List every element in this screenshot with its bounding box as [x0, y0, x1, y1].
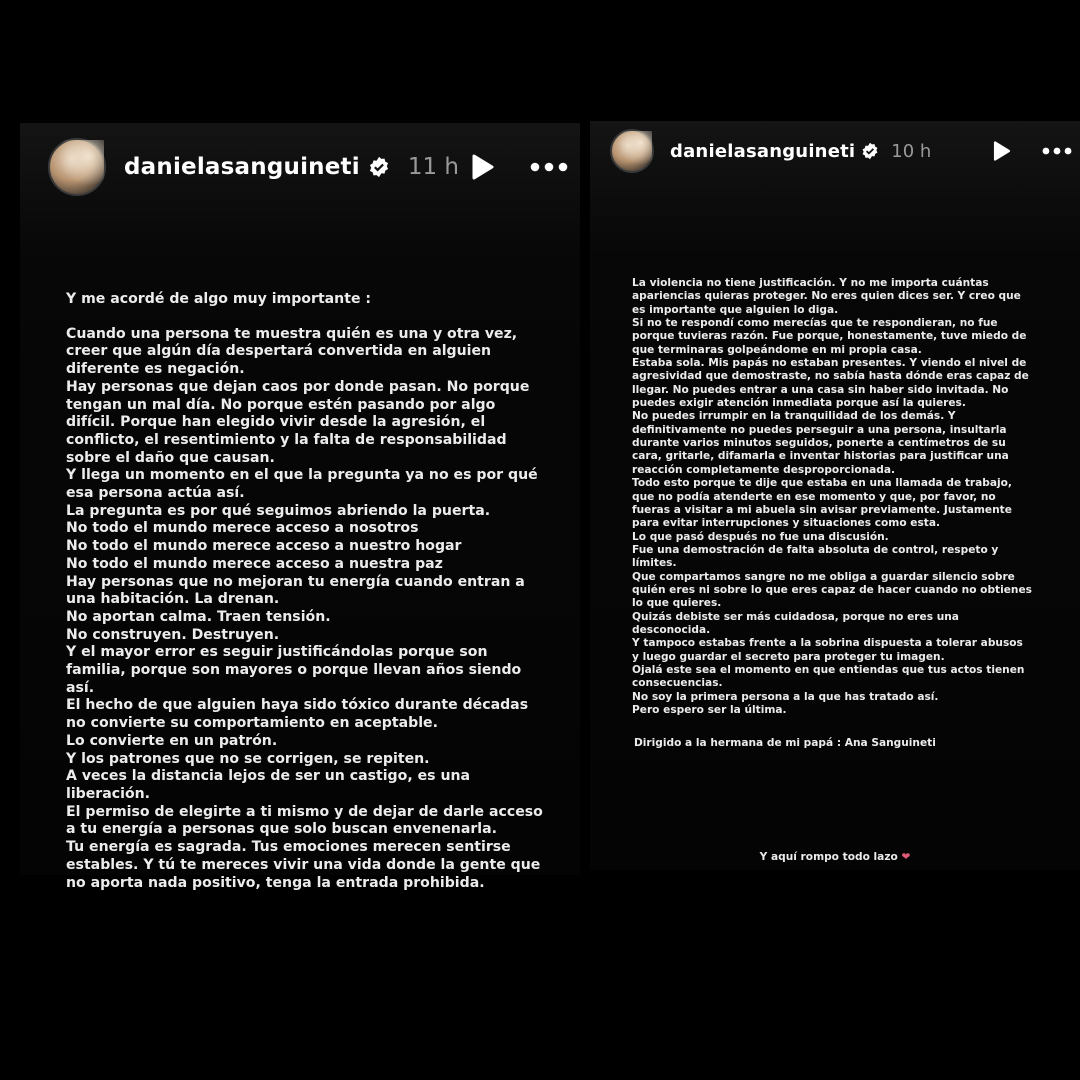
play-button[interactable] [992, 140, 1012, 162]
avatar[interactable] [610, 129, 654, 173]
story-paragraph: No todo el mundo merece acceso a nosotros [66, 520, 419, 537]
story-paragraph: Quizás debiste ser más cuidadosa, porque no eres una desconocida. [632, 610, 959, 636]
more-options-button[interactable] [530, 162, 568, 172]
story-paragraph: No todo el mundo merece acceso a nuestro hogar [66, 538, 462, 555]
verified-badge-icon [861, 142, 879, 160]
story-paragraph: La pregunta es por qué seguimos abriendo la puerta. [66, 502, 491, 519]
story-paragraph: Hay personas que dejan caos por donde pasan. No porque tengan un mal día. No porque estén pasando por algo difícil. Porque han elegido vivir desde la agresión, el conflicto, el resentimiento y la falta de responsabilidad sobre el daño que causan. [66, 378, 530, 466]
story-paragraph: La violencia no tiene justificación. Y no me importa cuántas apariencias quieras proteger. No eres quien dices ser. Y creo que es importante que alguien lo diga. [632, 277, 1021, 316]
story-paragraph: Estaba sola. Mis papás no estaban presentes. Y viendo el nivel de agresividad que demostraste, no sabía hasta dónde eras capaz de llegar. No puedes entrar a una casa sin haber sido invitada. No puedes exigir atención inmediata porque así la quieres. [632, 357, 1029, 410]
story-paragraph: Si no te respondí como merecías que te respondieran, no fue porque tuvieras razón. Fue porque, honestamente, tuve miedo de que terminaras golpeándome en mi propia casa. [632, 317, 1027, 356]
more-options-button[interactable] [1042, 147, 1072, 155]
more-horizontal-icon [530, 162, 568, 172]
story-header [48, 137, 568, 197]
story-text [632, 277, 1032, 751]
addressed-to: Dirigido a la hermana de mi papá : Ana Sanguineti [634, 737, 936, 750]
username[interactable]: danielasanguineti [670, 140, 856, 162]
story-card-right [590, 121, 1080, 870]
closing-text: Y aquí rompo todo lazo [759, 851, 898, 863]
story-paragraph: Y el mayor error es seguir justificándolas porque son familia, porque son mayores o porque llevan años siendo así. [66, 644, 522, 696]
story-paragraph: Y los patrones que no se corrigen, se repiten. [66, 750, 430, 767]
story-paragraph: Cuando una persona te muestra quién es una y otra vez, creer que algún día despertará convertida en alguien diferente es negación. [66, 325, 518, 378]
story-paragraph: No puedes irrumpir en la tranquilidad de los demás. Y definitivamente no puedes perseguir a una persona, insultarla durante varios minutos seguidos, ponerte a centímetros de su cara, gritarle, difamarla e inventar historias para justificar una reacción completamente desproporcionada. [632, 410, 1009, 476]
story-paragraph: Ojalá este sea el momento en que entiendas que tus actos tienen consecuencias. [632, 663, 1025, 690]
story-paragraph: Lo convierte en un patrón. [66, 732, 278, 749]
story-paragraph: No aportan calma. Traen tensión. [66, 608, 331, 625]
story-paragraph: Que compartamos sangre no me obliga a guardar silencio sobre quién eres ni sobre lo que eres capaz de hacer cuando no obtienes lo que quieres. [632, 570, 1032, 610]
story-card-left [20, 123, 580, 891]
post-time: 10 h [891, 140, 932, 162]
verified-badge-icon [368, 156, 390, 178]
story-paragraph: No soy la primera persona a la que has tratado así. [632, 690, 939, 703]
story-paragraph: Pero espero ser la última. [632, 704, 787, 716]
more-horizontal-icon [1042, 147, 1072, 155]
story-paragraphs [66, 326, 546, 893]
play-icon [470, 153, 496, 181]
story-paragraph: Todo esto porque te dije que estaba en una llamada de trabajo, que no podía atenderte en ese momento y que, por favor, no fueras a visitar a mi abuela sin avisar previamente. Justamente para evitar interrupciones y situaciones como esta. [632, 477, 1012, 530]
story-paragraph: Hay personas que no mejoran tu energía cuando entran a una habitación. La drenan. [66, 573, 525, 608]
story-paragraph: No construyen. Destruyen. [66, 626, 280, 643]
story-paragraph: A veces la distancia lejos de ser un castigo, es una liberación. [66, 768, 471, 802]
story-paragraph: Tu energía es sagrada. Tus emociones merecen sentirse estables. Y tú te mereces vivir una vida donde la gente que no aporta nada positivo, tenga la entrada prohibida. [66, 839, 541, 891]
username[interactable]: danielasanguineti [124, 154, 360, 180]
story-header [610, 127, 1072, 175]
story-text [66, 291, 546, 892]
broken-heart-icon: ❤ [901, 851, 911, 863]
story-paragraphs [632, 277, 1032, 717]
story-paragraph: Y tampoco estabas frente a la sobrina dispuesta a tolerar abusos y luego guardar el secreto para proteger tu imagen. [632, 637, 1023, 663]
avatar[interactable] [48, 138, 106, 196]
closing-line [590, 851, 1080, 863]
story-paragraph: Fue una demostración de falta absoluta de control, respeto y límites. [632, 543, 999, 570]
story-paragraph: El permiso de elegirte a ti mismo y de dejar de darle acceso a tu energía a personas que solo buscan envenenarla. [66, 803, 543, 838]
play-icon [992, 140, 1012, 162]
story-paragraph: No todo el mundo merece acceso a nuestra paz [66, 555, 443, 572]
story-paragraph: Lo que pasó después no fue una discusión. [632, 530, 889, 543]
story-paragraph: Y llega un momento en el que la pregunta ya no es por qué esa persona actúa así. [66, 467, 538, 502]
story-paragraph: El hecho de que alguien haya sido tóxico durante décadas no convierte su comportamiento en aceptable. [66, 697, 529, 732]
play-button[interactable] [470, 153, 496, 181]
story-heading: Y me acordé de algo muy importante : [66, 291, 372, 307]
post-time: 11 h [407, 154, 459, 180]
